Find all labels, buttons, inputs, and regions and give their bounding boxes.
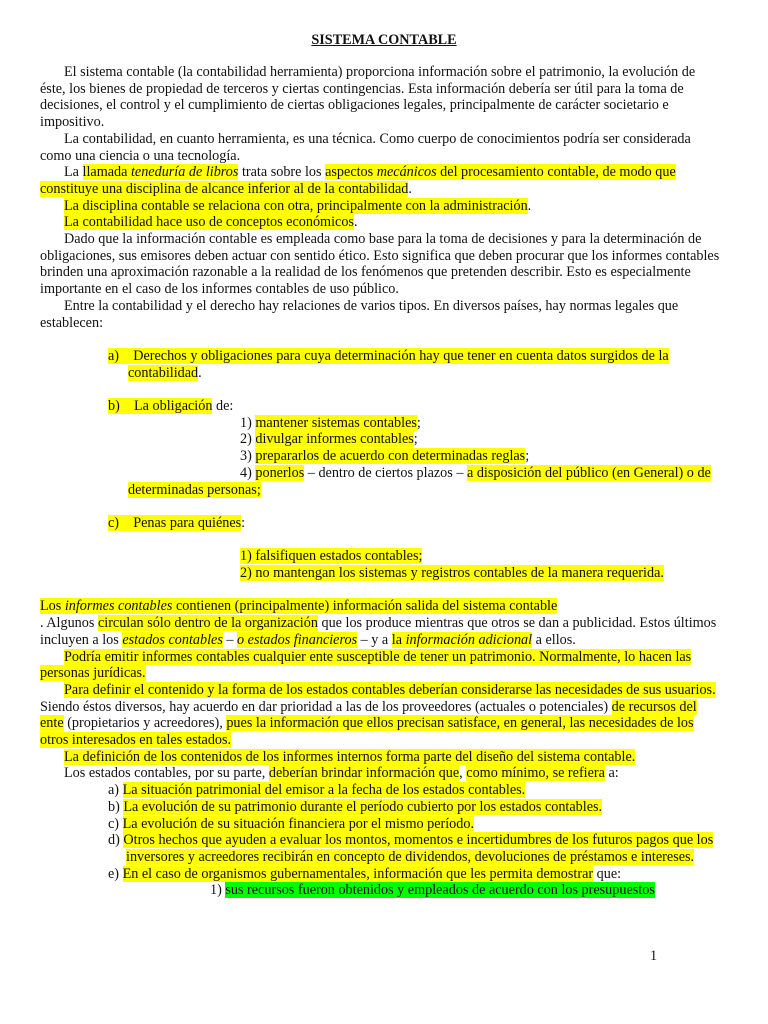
text-run: La xyxy=(64,164,83,181)
highlighted-text xyxy=(108,348,669,381)
text-run: del procesamiento contable, de modo que constituye una disciplina de alcance inferior al de la contabilidad xyxy=(40,164,676,197)
text-run: Siendo éstos diversos, hay acuerdo en dar prioridad a las de los proveedores (actuales o potenciales) xyxy=(40,698,612,715)
spacer xyxy=(40,498,720,515)
italic-term: o estados financieros xyxy=(237,631,358,648)
sub-number: 2) xyxy=(240,431,256,448)
highlighted-text: 2) no mantengan los sistemas y registros contables de la manera requerida. xyxy=(240,565,664,582)
paragraph-8 xyxy=(40,598,720,615)
paragraph-11 xyxy=(40,682,720,749)
text-run: , xyxy=(459,765,467,782)
paragraph-6: Dado que la información contable es empleada como base para la toma de decisiones y para la determinación de obligaciones, sus emisores deben actuar con sentido ético. Esto significa que deben procurar que los informes contables brinden una aproximación razonable a la realidad de los fenómenos que pretenden describir. Esto es especialmente importante en el caso de los informes contables de uso público. xyxy=(40,231,720,298)
paragraph-12 xyxy=(40,749,720,766)
sub-item-b3 xyxy=(40,448,720,465)
highlighted-text: a disposición del público (en General) o de determinadas personas; xyxy=(128,464,711,498)
text-run: , por su parte, xyxy=(187,765,269,782)
list-item-p13-b xyxy=(40,799,720,816)
list-marker: b) xyxy=(108,798,120,815)
sub-number: 1) xyxy=(210,882,226,899)
text-run: aspectos xyxy=(325,164,377,181)
text-run: : xyxy=(241,514,246,531)
text-run: que los produce mientras que otros se dan a publicidad. Estos últimos incluyen a los xyxy=(40,615,717,648)
highlighted-text: La contabilidad hace uso de conceptos económicos xyxy=(64,214,354,231)
list-text: Penas para quiénes xyxy=(133,514,242,531)
list-marker: b) xyxy=(108,398,120,415)
highlighted-text: La situación patrimonial del emisor a la fecha de los estados contables. xyxy=(122,782,526,799)
text-run: a: xyxy=(604,765,619,782)
sub-number: 1) xyxy=(240,414,256,431)
highlighted-text: En el caso de organismos gubernamentales, información que les permita demostrar xyxy=(122,865,594,882)
list-item-a xyxy=(40,348,720,381)
highlighted-text: ponerlos xyxy=(255,464,305,481)
highlighted-text: de recursos del ente xyxy=(40,698,697,732)
page-number: 1 xyxy=(650,948,658,964)
highlighted-text: circulan xyxy=(97,615,144,632)
text-run: – xyxy=(222,631,238,648)
highlighted-text xyxy=(83,164,239,180)
paragraph-13 xyxy=(40,765,720,782)
spacer xyxy=(40,532,720,549)
highlighted-text: deberían brindar información que xyxy=(268,765,460,782)
list-item-p13-d xyxy=(40,832,720,865)
text-run: – y a xyxy=(357,631,392,648)
paragraph-7: Entre la contabilidad y el derecho hay relaciones de varios tipos. En diversos países, hay normas legales que establecen: xyxy=(40,297,679,331)
highlighted-text: La disciplina contable se relaciona con otra, principalmente con la administración xyxy=(64,197,528,214)
paragraph-5 xyxy=(40,214,720,231)
highlighted-text: prepararlos de acuerdo con determinadas reglas xyxy=(255,448,526,465)
sub-number: 3) xyxy=(240,448,256,465)
text-run: (propietarios y acreedores), xyxy=(63,715,227,732)
list-item-p13-c xyxy=(40,816,720,833)
sub-item-p13-e1 xyxy=(40,882,720,899)
sub-item-b1 xyxy=(40,415,720,432)
highlighted-text: mantener sistemas contables xyxy=(255,414,417,431)
sub-item-c1 xyxy=(40,548,720,565)
list-marker: c) xyxy=(108,514,120,531)
text-run: de: xyxy=(212,398,234,415)
document-body xyxy=(40,64,720,899)
paragraph-9 xyxy=(40,615,720,648)
text-run: . xyxy=(353,214,358,231)
sub-item-b2 xyxy=(40,431,720,448)
sub-number: 4) xyxy=(240,464,256,481)
list-item-c xyxy=(40,515,720,532)
sub-item-c2 xyxy=(40,565,720,582)
text-run: ; xyxy=(525,448,530,465)
highlighted-text: Para definir el contenido y la forma de los estados contables deberían considerarse las necesidades de sus usuarios. xyxy=(64,681,716,698)
highlighted-text xyxy=(392,632,532,648)
list-text: La obligación xyxy=(134,398,213,415)
italic-term: teneduría de libros xyxy=(130,164,239,181)
highlighted-text: La evolución de su patrimonio durante el período cubierto por los estados contables. xyxy=(123,798,603,815)
text-run: . xyxy=(408,180,412,197)
highlighted-text: La definición de los contenidos de los informes internos forma parte del diseño del sistema contable. xyxy=(64,748,636,765)
highlighted-text xyxy=(108,398,212,414)
list-marker: a) xyxy=(108,782,120,799)
list-text: Derechos y obligaciones para cuya determinación hay que tener en cuenta datos surgidos de la contabilidad xyxy=(128,347,669,381)
highlighted-text: Otros hechos que ayuden a evaluar los montos, momentos e incertidumbres de los futuros pagos que los inversores y acreedores recibirán en concepto de dividendos, devoluciones de préstamos e intereses. xyxy=(123,832,714,865)
list-item-b xyxy=(40,398,720,415)
italic-term: informes contables xyxy=(64,598,173,615)
green-highlighted-text: sus recursos fueron obtenidos y empleados de acuerdo con los presupuestos xyxy=(225,882,655,899)
highlighted-text: Podría emitir informes contables cualquier ente susceptible de tener un patrimonio. Normalmente, lo hacen las personas jurídicas. xyxy=(40,648,692,682)
text-run: ; xyxy=(413,431,418,448)
highlighted-text xyxy=(40,598,557,614)
italic-term: mecánicos xyxy=(376,164,437,181)
document-title: SISTEMA CONTABLE xyxy=(311,32,457,48)
text-run: ; xyxy=(416,414,421,431)
text-run: trata sobre los xyxy=(238,164,326,181)
paragraph-10 xyxy=(40,649,720,682)
spacer xyxy=(40,331,720,348)
text-run: Los xyxy=(40,598,65,615)
list-marker: e) xyxy=(108,865,120,882)
highlighted-text: 1) falsifiquen estados contables; xyxy=(240,548,423,565)
highlighted-text xyxy=(108,515,241,531)
paragraph-1: El sistema contable (la contabilidad herramienta) proporciona información sobre el patrimonio, la evolución de éste, los bienes de propiedad de terceros y ciertas contingencias. Esta información debería ser útil para la toma de decisiones, el control y el cumplimiento de ciertas obligaciones legales, principalmente de carácter societario e impositivo. xyxy=(40,64,696,131)
spacer xyxy=(40,381,720,398)
list-item-p13-a xyxy=(40,782,720,799)
text-run: que: xyxy=(593,865,622,882)
text-run: Los estados contables xyxy=(64,765,188,782)
text-run: la xyxy=(391,631,406,648)
text-run: a ellos. xyxy=(532,631,576,648)
spacer xyxy=(40,582,720,599)
highlighted-text: sólo dentro de la organización xyxy=(143,615,318,632)
highlighted-text: pues la información que ellos precisan satisface, en general, las necesidades de los otros interesados en tales estados. xyxy=(40,715,694,749)
italic-term: información adicional xyxy=(405,631,533,648)
list-item-p13-e xyxy=(40,866,720,883)
text-run: . xyxy=(198,364,202,381)
italic-term: estados contables xyxy=(122,631,223,648)
text-run: . xyxy=(527,197,532,214)
sub-item-b4 xyxy=(40,465,720,498)
text-run: . Algunos xyxy=(40,615,98,632)
text-run: contienen (principalmente) información salida del sistema contable xyxy=(172,598,558,615)
paragraph-3 xyxy=(40,164,720,197)
text-run: llamada xyxy=(82,164,131,181)
highlighted-text: divulgar informes contables xyxy=(255,431,414,448)
list-marker: d) xyxy=(108,832,120,849)
list-marker: c) xyxy=(108,815,120,832)
text-run: – dentro de ciertos plazos – xyxy=(304,464,467,481)
paragraph-2: La contabilidad, en cuanto herramienta, es una técnica. Como cuerpo de conocimientos podría ser considerada como una ciencia o una tecnología. xyxy=(40,130,691,164)
list-marker: a) xyxy=(108,347,120,364)
highlighted-text: La evolución de su situación financiera por el mismo período. xyxy=(122,815,475,832)
paragraph-4 xyxy=(40,198,720,215)
highlighted-text: como mínimo, se refiera xyxy=(466,765,605,782)
